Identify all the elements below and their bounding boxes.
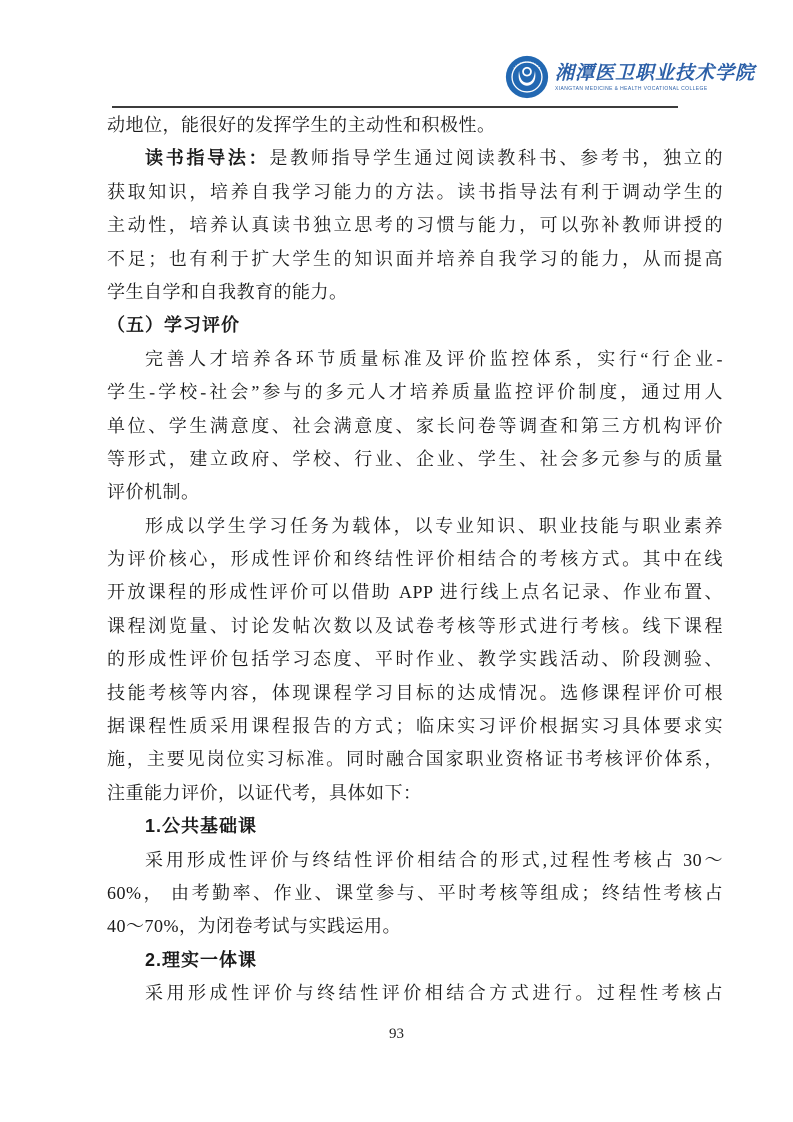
body-line: 采用形成性评价与终结性评价相结合的形式,过程性考核占 30～ [145,849,723,870]
body-line: 等形式，建立政府、学校、行业、企业、学生、社会多元参与的质量 [107,448,723,469]
body-line: 的形成性评价包括学习态度、平时作业、教学实践活动、阶段测验、 [107,649,723,670]
page-number: 93 [389,1026,404,1042]
body-line: 不足；也有利于扩大学生的知识面并培养自我学习的能力，从而提高 [107,248,723,269]
body-line: 40～70%，为闭卷考试与实践运用。 [107,916,401,937]
body-line: 60%， 由考勤率、作业、课堂参与、平时考核等组成；终结性考核占 [107,882,723,903]
section-heading: （五）学习评价 [107,315,240,336]
body-line: 完善人才培养各环节质量标准及评价监控体系，实行“行企业- [145,348,723,369]
body-line: 技能考核等内容，体现课程学习目标的达成情况。选修课程评价可根 [107,682,723,703]
body-line: 单位、学生满意度、社会满意度、家长问卷等调查和第三方机构评价 [107,415,723,436]
body-line: 获取知识，培养自我学习能力的方法。读书指导法有利于调动学生的 [107,181,723,202]
body-line: 为评价核心，形成性评价和终结性评价相结合的考核方式。其中在线 [107,549,723,570]
college-emblem-icon [505,55,549,99]
body-line: 评价机制。 [107,482,200,503]
body-line: 施，主要见岗位实习标准。同时融合国家职业资格证书考核评价体系， [107,749,723,770]
body-line: 采用形成性评价与终结性评价相结合方式进行。过程性考核占 [145,983,723,1004]
body-line: 学生自学和自我教育的能力。 [107,281,348,302]
college-name-en: XIANGTAN MEDICINE & HEALTH VOCATIONAL COLLEGE [555,85,708,92]
subsection-heading: 1.公共基础课 [145,816,258,837]
header-divider [112,106,678,108]
body-line: 形成以学生学习任务为载体，以专业知识、职业技能与职业素养 [145,515,723,536]
subsection-heading: 2.理实一体课 [145,949,258,970]
college-name-zh: 湘潭医卫职业技术学院 [555,62,756,84]
body-line: 开放课程的形成性评价可以借助 APP 进行线上点名记录、作业布置、 [107,582,723,603]
body-line: 主动性，培养认真读书独立思考的习惯与能力，可以弥补教师讲授的 [107,215,723,236]
body-line: 课程浏览量、讨论发帖次数以及试卷考核等形式进行考核。线下课程 [107,615,723,636]
body-line: 动地位，能很好的发挥学生的主动性和积极性。 [107,115,496,135]
body-line: 注重能力评价，以证代考，具体如下： [107,782,422,803]
body-line: 学生-学校-社会”参与的多元人才培养质量监控评价制度，通过用人 [107,382,723,403]
document-body [107,109,723,1011]
body-line: 据课程性质采用课程报告的方式；临床实习评价根据实习具体要求实 [107,716,723,737]
body-line-text: 是教师指导学生通过阅读教科书、参考书，独立的 [269,148,724,169]
college-name-block [555,63,755,92]
body-line [107,142,723,175]
inline-heading: 读书指导法： [145,148,270,169]
college-logo [505,55,755,99]
